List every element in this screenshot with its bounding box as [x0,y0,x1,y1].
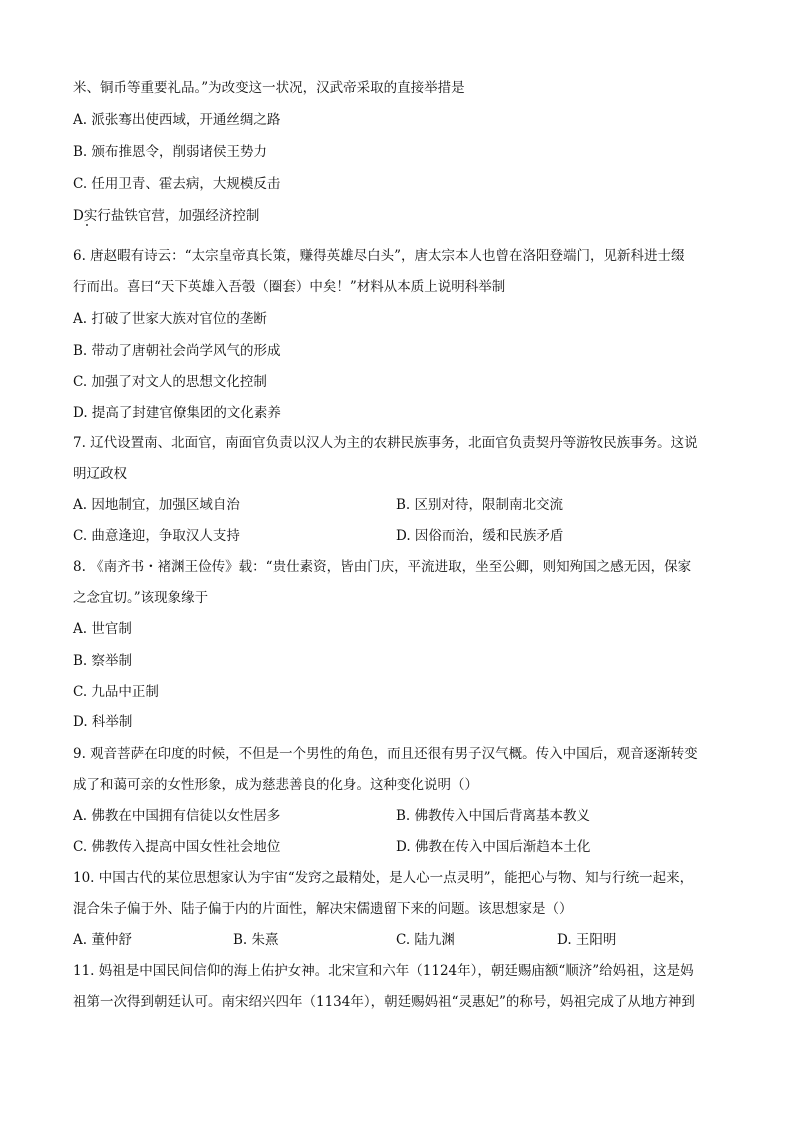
q6-stem-line1: 6. 唐赵暇有诗云：“太宗皇帝真长策，赚得英雄尽白头”，唐太宗本人也曾在洛阳登端门，见新科进士缀 [73,248,685,264]
q10-option-b: B. 朱熹 [233,932,279,948]
q7-option-c: C. 曲意逢迎，争取汉人支持 [73,528,240,544]
q5-option-a: A. 派张骞出使西域，开通丝绸之路 [73,112,281,128]
q5-option-b: B. 颁布推恩令，削弱诸侯王势力 [73,144,268,160]
q7-stem-line2: 明辽政权 [73,466,127,482]
q5-option-c: C. 任用卫青、霍去病，大规模反击 [73,176,281,192]
q7-stem-line1: 7. 辽代设置南、北面官，南面官负责以汉人为主的农耕民族事务，北面官负责契丹等游牧民族事务。这说 [73,435,698,451]
q9-option-d: D. 佛教在传入中国后渐趋本土化 [396,839,591,855]
q6-option-c: C. 加强了对文人的思想文化控制 [73,374,267,390]
q9-option-a: A. 佛教在中国拥有信徒以女性居多 [73,808,281,824]
q9-option-b: B. 佛教传入中国后背离基本教义 [396,808,591,824]
q7-option-a: A. 因地制宜，加强区域自治 [73,497,240,513]
q9-option-c: C. 佛教传入提高中国女性社会地位 [73,839,281,855]
q11-stem-line1: 11. 妈祖是中国民间信仰的海上佑护女神。北宋宣和六年（1124年），朝廷赐庙额“顺济”给妈祖，这是妈 [73,963,694,979]
q10-stem-line1: 10. 中国古代的某位思想家认为宇宙“发窍之最精处，是人心一点灵明”，能把心与物、知与行统一起来， [73,870,694,886]
q8-option-a: A. 世官制 [73,621,132,637]
q8-option-d: D. 科举制 [73,714,133,730]
q11-stem-line2: 祖第一次得到朝廷认可。南宋绍兴四年（1134年），朝廷赐妈祖“灵惠妃”的称号，妈祖完成了从地方神到 [73,994,695,1010]
q5-option-d: D实行盐铁官营，加强经济控制 [73,208,260,224]
q6-option-a: A. 打破了世家大族对官位的垄断 [73,311,267,327]
q7-option-d: D. 因俗而治，缓和民族矛盾 [396,528,564,544]
q8-stem-line1: 8. 《南齐书・褚渊王俭传》载：“贵仕素资，皆由门庆，平流进取，坐至公卿，则知殉国之感无因，保家 [73,559,692,575]
q6-option-d: D. 提高了封建官僚集团的文化素养 [73,405,281,421]
q10-option-a: A. 董仲舒 [73,932,132,948]
q6-option-b: B. 带动了唐朝社会尚学风气的形成 [73,343,281,359]
q6-stem-line2: 行而出。喜曰“天下英雄入吾彀（圈套）中矣！”材料从本质上说明科举制 [73,279,506,295]
q7-option-b: B. 区别对待，限制南北交流 [396,497,564,513]
stray-dot [86,224,88,226]
q9-stem-line2: 成了和蔼可亲的女性形象，成为慈悲善良的化身。这种变化说明（） [73,777,478,793]
q10-option-d: D. 王阳明 [557,932,617,948]
q9-stem-line1: 9. 观音菩萨在印度的时候，不但是一个男性的角色，而且还很有男子汉气概。传入中国后，观音逐渐转变 [73,746,698,762]
q8-option-b: B. 察举制 [73,653,133,669]
q10-option-c: C. 陆九渊 [396,932,455,948]
q8-option-c: C. 九品中正制 [73,684,159,700]
question-5-stem-end: 米、铜币等重要礼品。”为改变这一状况，汉武帝采取的直接举措是 [73,80,465,96]
q10-stem-line2: 混合朱子偏于外、陆子偏于内的片面性，解决宋儒遗留下来的问题。该思想家是（） [73,901,573,917]
q8-stem-line2: 之念宜切。”该现象缘于 [73,590,209,606]
